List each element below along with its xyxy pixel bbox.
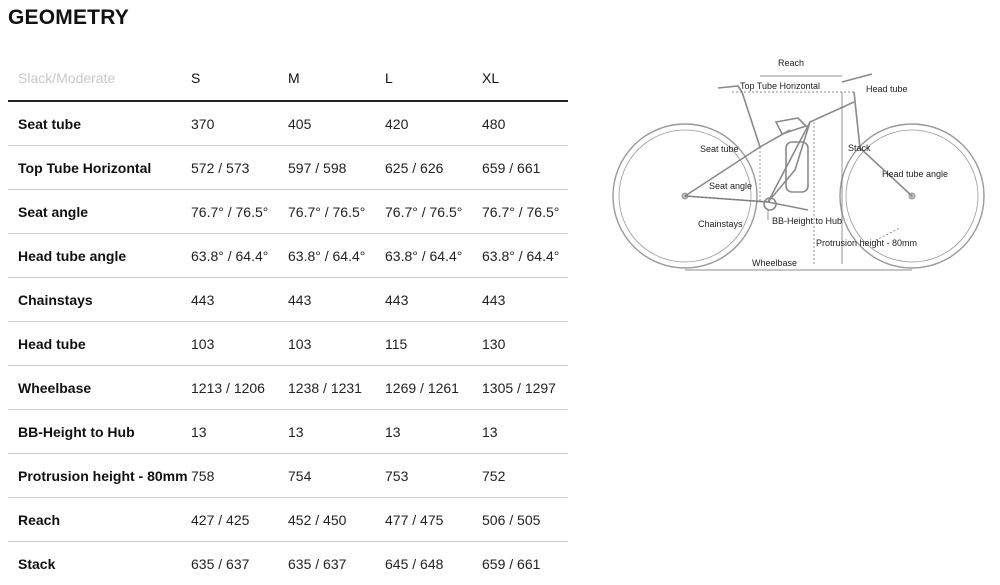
table-cell: 443 xyxy=(482,278,568,322)
row-label: Chainstays xyxy=(8,278,191,322)
reach-label: Reach xyxy=(778,58,805,68)
table-cell: 480 xyxy=(482,101,568,146)
table-cell: 76.7° / 76.5° xyxy=(191,190,288,234)
size-header: S xyxy=(191,56,288,101)
table-cell: 753 xyxy=(385,454,482,498)
head-tube-angle-label: Head tube angle xyxy=(882,169,949,179)
size-header: M xyxy=(288,56,385,101)
table-cell: 758 xyxy=(191,454,288,498)
table-cell: 76.7° / 76.5° xyxy=(288,190,385,234)
table-cell: 443 xyxy=(385,278,482,322)
table-cell: 659 / 661 xyxy=(482,146,568,190)
row-label: BB-Height to Hub xyxy=(8,410,191,454)
table-cell: 115 xyxy=(385,322,482,366)
bb-height-label: BB-Height to Hub xyxy=(772,216,843,226)
table-row xyxy=(8,366,568,410)
table-cell: 1269 / 1261 xyxy=(385,366,482,410)
row-label: Head tube angle xyxy=(8,234,191,278)
top-tube-label: Top Tube Horizontal xyxy=(740,81,821,91)
table-cell: 13 xyxy=(191,410,288,454)
seat-tube-label: Seat tube xyxy=(700,144,739,154)
table-cell: 452 / 450 xyxy=(288,498,385,542)
table-cell: 443 xyxy=(288,278,385,322)
table-row xyxy=(8,498,568,542)
table-cell: 635 / 637 xyxy=(288,555,347,572)
table-cell: 76.7° / 76.5° xyxy=(385,190,482,234)
head-tube-label: Head tube xyxy=(866,84,908,94)
stack-label: Stack xyxy=(848,143,871,153)
table-row xyxy=(8,190,568,234)
table-row xyxy=(8,101,568,146)
row-label: Head tube xyxy=(8,322,191,366)
chainstays-label: Chainstays xyxy=(698,219,743,229)
table-cell: 103 xyxy=(191,322,288,366)
table-cell: 63.8° / 64.4° xyxy=(385,234,482,278)
table-cell: 1213 / 1206 xyxy=(191,366,288,410)
table-cell: 103 xyxy=(288,322,385,366)
table-cell: 1305 / 1297 xyxy=(482,366,568,410)
protrusion-label: Protrusion height - 80mm xyxy=(816,238,918,248)
table-cell: 63.8° / 64.4° xyxy=(191,234,288,278)
table-cell: 659 / 661 xyxy=(482,555,541,572)
table-header-row xyxy=(8,56,568,101)
table-cell: 506 / 505 xyxy=(482,498,568,542)
row-label: Top Tube Horizontal xyxy=(8,146,191,190)
table-cell: 1238 / 1231 xyxy=(288,366,385,410)
table-cell: 76.7° / 76.5° xyxy=(482,190,568,234)
size-header: XL xyxy=(482,56,568,101)
table-cell: 754 xyxy=(288,454,385,498)
table-cell: 625 / 626 xyxy=(385,146,482,190)
table-row xyxy=(8,234,568,278)
table-cell: 477 / 475 xyxy=(385,498,482,542)
geometry-table xyxy=(8,56,568,585)
row-label: Stack xyxy=(18,555,56,572)
bike-geometry-diagram xyxy=(610,52,995,277)
table-cell: 63.8° / 64.4° xyxy=(482,234,568,278)
table-cell: 443 xyxy=(191,278,288,322)
table-cell: 13 xyxy=(482,410,568,454)
table-cell: 597 / 598 xyxy=(288,146,385,190)
row-label: Reach xyxy=(8,498,191,542)
table-cell: 370 xyxy=(191,101,288,146)
row-label: Protrusion height - 80mm xyxy=(8,454,191,498)
seat-angle-label: Seat angle xyxy=(709,181,753,191)
table-cell: 63.8° / 64.4° xyxy=(288,234,385,278)
row-label: Seat angle xyxy=(8,190,191,234)
table-cell: 635 / 637 xyxy=(191,555,250,572)
setting-label: Slack/Moderate xyxy=(8,56,191,101)
page-title: GEOMETRY xyxy=(8,6,129,29)
size-header: L xyxy=(385,56,482,101)
table-row xyxy=(8,146,568,190)
table-row xyxy=(8,454,568,498)
table-cell: 572 / 573 xyxy=(191,146,288,190)
row-label: Seat tube xyxy=(8,101,191,146)
table-cell: 420 xyxy=(385,101,482,146)
table-cell: 405 xyxy=(288,101,385,146)
table-cell: 427 / 425 xyxy=(191,498,288,542)
table-cell: 13 xyxy=(385,410,482,454)
table-cell: 752 xyxy=(482,454,568,498)
row-label: Wheelbase xyxy=(8,366,191,410)
table-row xyxy=(8,542,568,585)
table-cell: 13 xyxy=(288,410,385,454)
table-cell: 130 xyxy=(482,322,568,366)
wheelbase-label: Wheelbase xyxy=(752,258,798,268)
table-row xyxy=(8,322,568,366)
table-row xyxy=(8,410,568,454)
table-cell: 645 / 648 xyxy=(385,555,444,572)
table-row xyxy=(8,278,568,322)
